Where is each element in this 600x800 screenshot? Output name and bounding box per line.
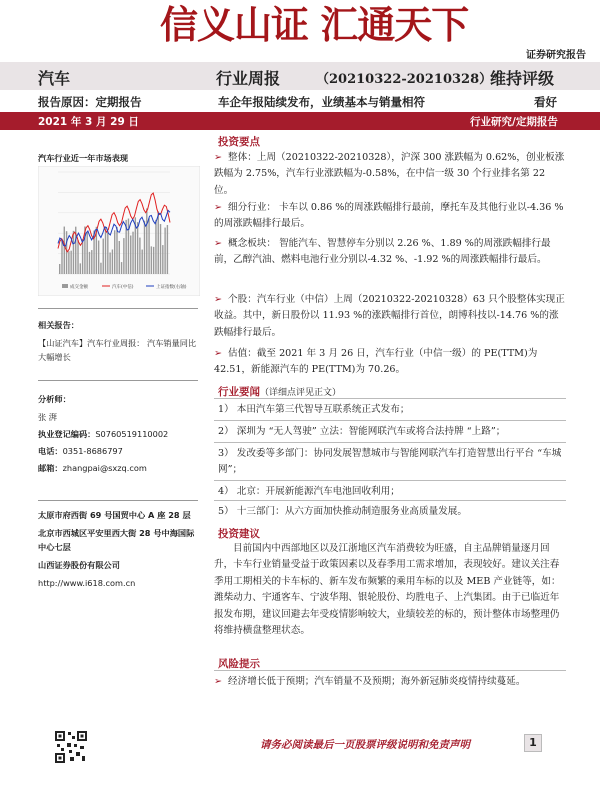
legend-swatch-volume — [62, 284, 68, 288]
volume-bar — [109, 252, 110, 274]
phone-value: 0351-8686797 — [62, 446, 123, 456]
arrow-icon: ➢ — [214, 676, 223, 687]
analyst-label: 分析师： — [38, 394, 71, 404]
analyst-name: 张 湃 — [38, 412, 57, 422]
qr-code-icon — [54, 730, 88, 764]
volume-bar — [119, 241, 120, 274]
report-reason: 报告原因：定期报告 — [38, 95, 142, 109]
legend-label-auto: 汽车(中信) — [112, 285, 134, 290]
volume-bar — [64, 227, 65, 274]
related-title: 相关报告： — [38, 320, 79, 330]
volume-bar — [89, 252, 90, 274]
bullet-sub-industry: ➢ 细分行业： 卡车以 0.86 %的周涨跌幅排行最前，摩托车及其他行业以-4.36 %的周涨跌幅排行最后。 — [214, 202, 564, 230]
section-rule — [214, 670, 566, 671]
news-item-3: 3） 发改委等多部门：协同发展智慧城市与智能网联汽车打造智慧出行平台 “车城网”； — [218, 448, 562, 476]
report-type: 行业周报 — [216, 69, 281, 88]
news-item-5: 5） 十三部门：从六方面加快推动制造服务业高质量发展。 — [218, 506, 467, 517]
volume-bar — [105, 226, 106, 274]
volume-bar — [61, 240, 62, 274]
sidebar-divider — [38, 380, 198, 381]
market-performance-chart — [38, 166, 200, 296]
list-rule — [214, 442, 566, 443]
volume-bar — [87, 232, 88, 274]
email-value[interactable]: zhangpai@sxzq.com — [62, 463, 147, 473]
arrow-icon: ➢ — [214, 348, 223, 359]
sidebar-divider — [38, 500, 198, 501]
bullet-overall: ➢ 整体：上周（20210322-20210328），沪深 300 涨跌幅为 0.62%，创业板涨跌幅为 2.75%，汽车行业涨跌幅为-0.58%，在中信一级 30 个行业排名第 22 位。 — [214, 152, 565, 196]
news-item-4: 4） 北京：开展新能源汽车电池回收利用； — [218, 486, 400, 497]
report-category: 行业研究/定期报告 — [470, 116, 558, 128]
report-tagline: 证券研究报告 — [526, 50, 586, 61]
bullet-concept: ➢ 概念板块： 智能汽车、智慧停车分别以 2.26 %、1.89 %的周涨跌幅排行最前，乙醇汽油、燃料电池行业分别以-4.32 %、-1.92 %的周涨跌幅排行最后。 — [214, 238, 551, 266]
volume-bar — [158, 211, 159, 274]
arrow-icon: ➢ — [214, 238, 223, 249]
volume-bar — [91, 250, 92, 274]
volume-bar — [82, 239, 83, 274]
volume-bar — [130, 235, 131, 274]
section-investment-advice: 投资建议 — [218, 528, 260, 540]
legend-label-index: 上证指数(右轴) — [156, 285, 187, 290]
list-rule — [214, 500, 566, 501]
volume-bar — [98, 241, 99, 274]
section-risk: 风险提示 — [218, 658, 260, 670]
volume-bar — [160, 224, 161, 274]
volume-bar — [114, 230, 115, 274]
advice-paragraph: 目前国内中西部地区以及江浙地区汽车消费较为旺盛，自主品牌销量逐月回升，卡车行业销量受益于政策因素以及春季用工需求增加，表现较好。建议关注春季用工期相关的卡车标的、新车发布频繁的乘用车标的以及 MEB 产业链等，如：潍柴动力、宇通客车、宁波华翔、银轮股份、均胜电子、上汽集团。由于已临近年报发布期，建议回避去年受疫情影响较大，业绩较差的标的，预计整体市场整理仍将维持横盘整理状态。 — [214, 543, 561, 637]
related-reports — [38, 318, 198, 364]
volume-bar — [155, 220, 156, 274]
volume-bar — [164, 228, 165, 274]
report-banner — [0, 0, 600, 60]
volume-bar — [107, 232, 108, 274]
chart-svg — [38, 166, 200, 296]
volume-bar — [132, 232, 133, 274]
volume-bar — [100, 263, 101, 274]
company-name: 山西证券股份有限公司 — [38, 560, 120, 570]
chart-title: 汽车行业近一年市场表现 — [38, 153, 129, 163]
volume-bar — [162, 245, 163, 274]
volume-bar — [116, 227, 117, 274]
volume-bar — [146, 208, 147, 274]
volume-bar — [121, 262, 122, 274]
volume-bar — [77, 240, 78, 274]
bullet-risk: ➢ 经济增长低于预期；汽车销量不及预期；海外新冠肺炎疫情持续蔓延。 — [214, 676, 526, 687]
bullet-valuation: ➢ 估值：截至 2021 年 3 月 26 日，汽车行业（中信一级）的 PE(TTM)为 42.51，新能源汽车的 PE(TTM)为 70.26。 — [214, 348, 538, 376]
volume-bar — [80, 263, 81, 274]
volume-bar — [139, 238, 140, 274]
volume-bar — [123, 238, 124, 274]
volume-bar — [68, 251, 69, 274]
report-headline: 车企年报陆续发布，业绩基本与销量相符 — [218, 95, 425, 109]
footer-disclaimer: 请务必阅读最后一页股票评级说明和免责声明 — [260, 739, 470, 751]
volume-bar — [112, 249, 113, 274]
volume-bar — [167, 225, 168, 274]
phone-label: 电话： — [38, 446, 63, 456]
outlook-rating: 看好 — [534, 95, 557, 109]
news-item-1: 1） 本田汽车第三代智导互联系统正式发布； — [218, 404, 410, 415]
bullet-stocks: ➢ 个股：汽车行业（中信）上周（20210322-20210328）63 只个股整体实现正收益。其中，新日股份以 11.93 %的涨跌幅排行首位，朗博科技以-14.76 %的涨跌幅排行最后。 — [214, 294, 565, 338]
rating-label: 维持评级 — [490, 69, 555, 88]
volume-bar — [66, 231, 67, 274]
news-item-2: 2） 深圳为 “无人驾驶” 立法：智能网联汽车或将合法持牌 “上路”； — [218, 426, 506, 437]
sidebar-divider — [38, 308, 198, 309]
arrow-icon: ➢ — [214, 294, 223, 305]
address-beijing: 北京市西城区平安里西大街 28 号中海国际中心七层 — [38, 528, 195, 552]
section-industry-news: 行业要闻（详细点评见正文） — [218, 386, 342, 398]
cert-label: 执业登记编码： — [38, 429, 96, 439]
volume-bar — [59, 264, 60, 274]
list-rule — [214, 480, 566, 481]
volume-bar — [103, 239, 104, 274]
arrow-icon: ➢ — [214, 152, 223, 163]
volume-bar — [148, 218, 149, 274]
related-report-link[interactable]: 【山证汽车】汽车行业周报： 汽车销量同比大幅增长 — [38, 338, 197, 362]
banner-slogan: 信义山证 汇通天下 — [160, 2, 469, 47]
volume-bar — [153, 247, 154, 274]
analyst-info — [38, 392, 198, 475]
volume-bar — [70, 251, 71, 274]
report-date-range: （20210322-20210328） — [316, 72, 493, 87]
address-taiyuan: 太原市府西街 69 号国贸中心 A 座 28 层 — [38, 510, 191, 520]
page-number: 1 — [524, 734, 542, 752]
company-info — [38, 508, 198, 590]
sector-title: 汽车 — [38, 69, 71, 88]
volume-bar — [73, 231, 74, 274]
volume-bar — [144, 221, 145, 274]
email-label: 邮箱： — [38, 463, 63, 473]
arrow-icon: ➢ — [214, 202, 223, 213]
cert-value: S0760519110002 — [95, 429, 169, 439]
volume-bar — [137, 222, 138, 274]
section-investment-points: 投资要点 — [218, 136, 260, 148]
volume-bar — [128, 219, 129, 274]
company-website[interactable]: http://www.i618.com.cn — [38, 578, 136, 588]
volume-bar — [142, 250, 143, 274]
volume-bar — [151, 246, 152, 274]
section-rule — [214, 398, 566, 399]
legend-label-volume: 成交金额 — [70, 285, 88, 290]
list-rule — [214, 420, 566, 421]
chart-frame — [38, 166, 200, 296]
section-news-sub: （详细点评见正文） — [260, 388, 342, 398]
publish-date: 2021 年 3 月 29 日 — [38, 116, 139, 128]
